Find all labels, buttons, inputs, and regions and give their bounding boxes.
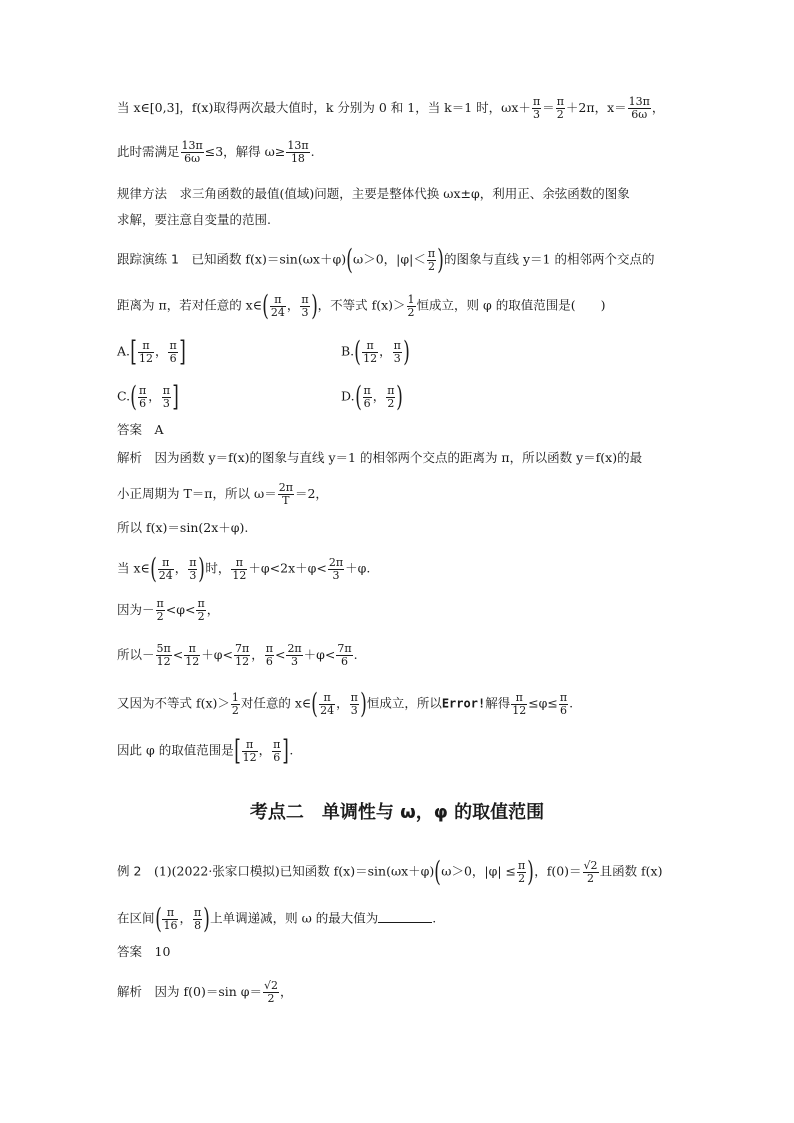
- answer-label: 答案: [117, 944, 143, 959]
- method-text: 求解，要注意自变量的范围.: [117, 212, 271, 227]
- fraction: [556, 96, 565, 121]
- denominator: 6: [363, 396, 371, 410]
- denominator: 3: [393, 351, 401, 365]
- numerator: π: [273, 737, 281, 751]
- text: 当 x∈: [117, 560, 150, 576]
- text: ，: [148, 388, 161, 404]
- numerator: π: [559, 690, 568, 704]
- text: ≤3，解得 ω≥: [204, 144, 286, 159]
- bracket: ]: [172, 380, 179, 413]
- answer-value: A: [154, 422, 164, 437]
- numerator: π: [193, 905, 202, 919]
- denominator: 3: [162, 396, 170, 410]
- text: 因为－: [117, 602, 155, 617]
- bracket: ]: [178, 335, 186, 368]
- paren: ): [310, 289, 318, 322]
- paren: ): [527, 855, 535, 888]
- numerator: π: [156, 597, 164, 610]
- text: ＋φ<: [201, 647, 233, 662]
- denominator: 24: [320, 703, 335, 717]
- numerator: π: [197, 597, 205, 610]
- text: .: [289, 742, 294, 758]
- fraction: [138, 340, 154, 365]
- text: ，: [372, 388, 386, 404]
- numerator: 2π: [278, 481, 293, 494]
- denominator: 12: [232, 568, 247, 582]
- text: 又因为不等式 f(x)＞: [117, 695, 230, 711]
- text: 因为函数 y＝f(x)的图象与直线 y＝1 的相邻两个交点的距离为 π，所以函数 y＝f(x)的最: [154, 450, 643, 465]
- denominator: 2: [197, 610, 205, 623]
- text: ＋φ.: [345, 560, 371, 576]
- fraction: [231, 557, 247, 582]
- numerator: 5π: [156, 642, 171, 655]
- numerator: π: [387, 383, 395, 397]
- denominator: T: [282, 494, 290, 507]
- text: ，: [258, 742, 272, 758]
- text: ，: [206, 602, 220, 617]
- denominator: 8: [194, 918, 202, 932]
- fraction: [196, 598, 205, 623]
- fraction: [350, 692, 359, 717]
- analysis-line-4: [117, 552, 694, 585]
- text: 所以－: [117, 647, 155, 662]
- fraction: [263, 980, 279, 1005]
- text: 恒成立，所以: [366, 695, 442, 711]
- fraction: [265, 643, 274, 668]
- fraction: [272, 739, 281, 764]
- numerator: π: [363, 383, 371, 397]
- fraction: [300, 294, 309, 319]
- text: (1)(2022·张家口模拟)已知函数 f(x)＝sin(ωx＋φ): [153, 863, 435, 879]
- text: ，: [651, 100, 665, 115]
- text: .: [432, 910, 437, 926]
- text: .: [310, 144, 315, 159]
- text: ＝2，: [294, 486, 328, 501]
- denominator: 3: [332, 568, 340, 582]
- denominator: 3: [291, 655, 299, 668]
- denominator: 2: [427, 259, 435, 273]
- denominator: 6: [139, 396, 147, 410]
- numerator: π: [350, 690, 358, 704]
- numerator: 1: [407, 292, 415, 306]
- denominator: 12: [363, 351, 378, 365]
- text: <: [172, 647, 184, 662]
- fraction: [193, 907, 202, 932]
- denominator: 24: [270, 305, 285, 319]
- denominator: 12: [512, 703, 527, 717]
- fraction: [511, 692, 527, 717]
- denominator: 6: [341, 655, 349, 668]
- fraction: [184, 643, 200, 668]
- fraction: [242, 739, 258, 764]
- numerator: π: [184, 643, 200, 656]
- numerator: π: [138, 340, 154, 353]
- fraction: [393, 340, 402, 365]
- option-d[interactable]: [341, 380, 404, 413]
- text: ω＞0，|φ|＜: [353, 251, 426, 267]
- fraction: [427, 248, 436, 273]
- denominator: 2: [156, 610, 164, 623]
- fraction: [231, 692, 240, 717]
- numerator: π: [158, 557, 174, 570]
- bracket: [: [130, 335, 137, 368]
- numerator: π: [139, 383, 147, 397]
- text: 因此 φ 的取值范围是: [117, 742, 234, 758]
- solution-line-2: [117, 140, 694, 165]
- numerator: 7π: [234, 642, 250, 655]
- text: ≤φ≤: [528, 695, 558, 711]
- text: .: [353, 647, 358, 662]
- fraction: [270, 294, 286, 319]
- fraction: [328, 557, 344, 582]
- text: 对任意的 x∈: [240, 695, 312, 711]
- paren: (: [434, 855, 442, 888]
- text: 此时需满足: [117, 144, 180, 159]
- numerator: π: [301, 292, 309, 306]
- exercise-line-2: [117, 289, 694, 322]
- paren: ): [437, 243, 444, 276]
- text: 当 x∈[0,3]，f(x)取得两次最大值时，k 分别为 0 和 1，当 k＝1 时，ωx＋: [117, 100, 531, 115]
- bracket: (: [130, 380, 137, 413]
- denominator: 3: [301, 305, 309, 319]
- numerator: π: [242, 739, 258, 752]
- text: 所以 f(x)＝sin(2x＋φ).: [117, 520, 249, 535]
- paren: (: [346, 243, 353, 276]
- denominator: 2: [587, 871, 595, 885]
- paren: (: [262, 289, 269, 322]
- method-line-1: [117, 184, 694, 204]
- option-letter: B.: [341, 343, 355, 359]
- denominator: 12: [235, 655, 250, 668]
- solution-line-1: [117, 96, 694, 121]
- denominator: 12: [185, 655, 200, 668]
- text: .: [569, 695, 574, 711]
- text: 且函数 f(x): [599, 863, 663, 879]
- fraction: [517, 860, 526, 885]
- text: ＋φ<: [303, 647, 336, 662]
- numerator: 13π: [628, 95, 650, 108]
- analysis-label: 解析: [117, 984, 143, 999]
- bracket: [: [233, 734, 241, 767]
- text: 恒成立，则 φ 的取值范围是( ): [416, 297, 606, 313]
- numerator: π: [518, 858, 526, 872]
- text: 距离为 π，若对任意的 x∈: [117, 297, 262, 313]
- text: ，: [154, 343, 168, 359]
- example-label: 例 2: [117, 863, 142, 879]
- denominator: 12: [242, 750, 257, 764]
- fraction: [168, 340, 177, 365]
- fraction: [363, 385, 372, 410]
- fraction: [138, 385, 147, 410]
- paren: ): [198, 552, 206, 585]
- denominator: 18: [290, 152, 305, 165]
- fraction: [628, 96, 651, 121]
- answer-line: [117, 420, 694, 440]
- denominator: 2: [556, 108, 564, 121]
- text: ，: [179, 910, 192, 926]
- fraction: [181, 140, 204, 165]
- bracket: (: [354, 380, 362, 413]
- denominator: 2: [231, 703, 239, 717]
- denominator: 6: [169, 351, 177, 365]
- exercise-line-1: [117, 243, 694, 276]
- denominator: 6: [273, 750, 281, 764]
- fraction: [407, 294, 416, 319]
- answer-value: 10: [154, 944, 171, 959]
- numerator: π: [169, 338, 177, 352]
- fraction: [188, 557, 197, 582]
- fraction: [156, 643, 172, 668]
- fraction: [319, 692, 335, 717]
- numerator: 1: [231, 690, 239, 704]
- fraction: [532, 96, 541, 121]
- text: ，f(0)＝: [534, 863, 582, 879]
- denominator: 3: [350, 703, 358, 717]
- numerator: π: [511, 692, 527, 705]
- exercise-label: 跟踪演练 1: [117, 251, 179, 267]
- text: <φ<: [165, 602, 196, 617]
- denominator: 2: [407, 305, 415, 319]
- numerator: 7π: [337, 642, 352, 655]
- option-c[interactable]: [117, 380, 179, 413]
- analysis-label: 解析: [117, 450, 143, 465]
- answer-blank[interactable]: [378, 910, 432, 923]
- text: 已知函数 f(x)＝sin(ωx＋φ): [191, 251, 347, 267]
- fraction: [156, 598, 165, 623]
- fraction: [336, 643, 352, 668]
- numerator: π: [393, 338, 401, 352]
- denominator: 16: [163, 918, 178, 932]
- analysis-line-1: [117, 448, 694, 468]
- fraction: [362, 340, 378, 365]
- paren: (: [311, 687, 318, 720]
- fraction: [583, 860, 599, 885]
- denominator: 12: [138, 351, 153, 365]
- denominator: 6: [265, 655, 273, 668]
- analysis-line-6: [117, 643, 694, 668]
- denominator: 3: [189, 568, 197, 582]
- text: ，: [379, 343, 392, 359]
- method-text: 求三角函数的最值(值域)问题，主要是整体代换 ωx±φ，利用正、余弦函数的图象: [179, 186, 630, 201]
- text: 在区间: [117, 910, 155, 926]
- text: ω＞0，|φ| ≤: [441, 863, 517, 879]
- denominator: 6: [560, 703, 568, 717]
- text: 解得: [485, 695, 511, 711]
- numerator: π: [231, 557, 247, 570]
- denominator: 2: [518, 871, 526, 885]
- analysis-line: [117, 980, 694, 1005]
- text: 小正周期为 T＝π，所以 ω＝: [117, 486, 277, 501]
- fraction: [278, 482, 294, 507]
- fraction: [162, 385, 171, 410]
- analysis-line-2: [117, 482, 694, 507]
- analysis-line-3: [117, 518, 694, 538]
- numerator: 2π: [328, 555, 344, 569]
- paren: (: [149, 552, 157, 585]
- numerator: π: [189, 555, 197, 569]
- numerator: 2π: [287, 642, 302, 655]
- answer-label: 答案: [117, 422, 143, 437]
- text: ＝: [542, 100, 555, 115]
- text: 时，: [205, 560, 231, 576]
- example-line-2: [117, 902, 694, 935]
- paren: (: [154, 902, 162, 935]
- text: ，不等式 f(x)＞: [317, 297, 406, 313]
- denominator: 24: [158, 568, 173, 582]
- text: ，: [280, 984, 293, 999]
- option-letter: D.: [341, 388, 355, 404]
- answer-line: [117, 942, 694, 962]
- numerator: π: [162, 383, 171, 397]
- fraction: [234, 643, 250, 668]
- option-b[interactable]: [341, 335, 410, 368]
- bracket: ): [396, 380, 404, 413]
- option-a[interactable]: [117, 335, 186, 368]
- error-text: Error!: [441, 696, 486, 711]
- numerator: √2: [583, 858, 598, 872]
- text: ，: [336, 695, 349, 711]
- method-line-2: [117, 210, 694, 230]
- text: 的图象与直线 y＝1 的相邻两个交点的: [444, 251, 655, 267]
- numerator: π: [319, 692, 335, 705]
- method-label: 规律方法: [117, 186, 168, 201]
- numerator: π: [265, 642, 273, 655]
- numerator: π: [362, 340, 378, 353]
- fraction: [286, 140, 309, 165]
- text: <: [274, 647, 286, 662]
- numerator: π: [162, 907, 178, 920]
- fraction: [559, 692, 568, 717]
- example-line-1: [117, 855, 694, 888]
- numerator: π: [532, 95, 541, 108]
- text: ，: [251, 647, 264, 662]
- analysis-line-8: [117, 734, 694, 767]
- text: ＋2π，x＝: [565, 100, 627, 115]
- numerator: π: [427, 246, 436, 260]
- denominator: 2: [267, 992, 275, 1005]
- bracket: ): [403, 335, 410, 368]
- paren: ): [203, 902, 210, 935]
- text: ，: [174, 560, 188, 576]
- denominator: 12: [156, 655, 171, 668]
- text: ，: [286, 297, 300, 313]
- fraction: [158, 557, 174, 582]
- fraction: [386, 385, 395, 410]
- fraction: [162, 907, 178, 932]
- text: 因为 f(0)＝sin φ＝: [154, 984, 263, 999]
- numerator: 13π: [287, 139, 309, 152]
- analysis-line-7: [117, 687, 694, 720]
- bracket: ]: [282, 734, 290, 767]
- text: 上单调递减，则 ω 的最大值为: [210, 910, 379, 926]
- option-letter: C.: [117, 388, 131, 404]
- analysis-line-5: [117, 598, 694, 623]
- numerator: π: [270, 294, 286, 307]
- numerator: 13π: [181, 139, 203, 152]
- denominator: 3: [533, 108, 541, 121]
- fraction: [286, 643, 302, 668]
- section-heading: 考点二 单调性与 ω，φ 的取值范围: [249, 802, 545, 823]
- text: ＋φ<2x＋φ<: [248, 560, 327, 576]
- denominator: 6ω: [184, 152, 201, 165]
- denominator: 6ω: [631, 108, 648, 121]
- numerator: √2: [264, 979, 279, 992]
- option-letter: A.: [117, 343, 131, 359]
- denominator: 2: [387, 396, 395, 410]
- numerator: π: [556, 95, 564, 108]
- bracket: (: [354, 335, 361, 368]
- paren: ): [360, 687, 367, 720]
